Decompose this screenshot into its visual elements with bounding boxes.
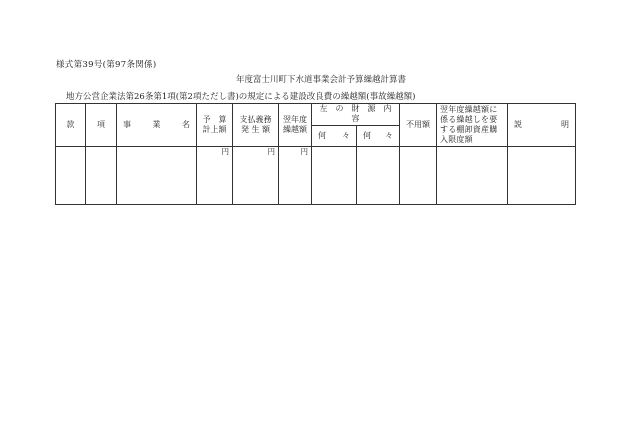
input-tanaoroshi[interactable] [437, 156, 508, 204]
header-setsumei [508, 104, 576, 147]
header-jigyo-mei [117, 104, 197, 147]
input-jigyo-mei[interactable] [117, 156, 197, 204]
header-zaigen-naiyo: 左 の 財 源 内 容 [312, 104, 400, 126]
header-zaigen-sub-1-char-2: 々 [342, 130, 350, 140]
cell-tanaoroshi [437, 146, 508, 156]
carryover-table [55, 103, 576, 205]
header-fuyougaku: 不用額 [400, 104, 437, 147]
header-zaigen-sub-1 [312, 125, 357, 146]
unit-yokunen: 円 [279, 146, 312, 156]
header-shiharai-line-2: 発 生 額 [240, 124, 271, 134]
form-number: 様式第39号(第97条関係) [56, 60, 157, 70]
header-yosan-keijogaku [197, 104, 233, 147]
header-zaigen-sub-2-char-2: 々 [385, 130, 393, 140]
input-setsumei[interactable] [508, 156, 576, 204]
header-jigyo-char-1: 事 [123, 119, 131, 129]
header-jigyo-char-2: 業 [152, 119, 161, 129]
document-title [0, 73, 630, 85]
header-tanaoroshi-gendogaku [437, 104, 508, 147]
header-yokunen-line-2: 繰越額 [283, 124, 307, 134]
cell-kan [56, 146, 86, 156]
input-zaigen-2[interactable] [357, 156, 400, 204]
header-kan: 款 [56, 104, 86, 147]
unit-shiharai: 円 [233, 146, 279, 156]
input-yosan[interactable] [197, 156, 233, 204]
header-zaigen-sub-2-char-1: 何 [363, 130, 371, 140]
header-setsumei-char-1: 説 [514, 119, 522, 129]
input-yokunen[interactable] [279, 156, 312, 204]
input-zaigen-1[interactable] [312, 156, 357, 204]
cell-zaigen-2 [357, 146, 400, 156]
header-row-1 [56, 104, 576, 126]
header-setsumei-char-2: 明 [561, 119, 569, 129]
header-yokunen-line-1: 翌年度 [283, 114, 307, 124]
header-kou: 項 [86, 104, 117, 147]
unit-row [56, 146, 576, 156]
cell-zaigen-1 [312, 146, 357, 156]
input-shiharai[interactable] [233, 156, 279, 204]
input-kou[interactable] [86, 156, 117, 204]
document-title-text: 年度富士川町下水道事業会計予算繰越計算書 [235, 75, 406, 85]
header-zaigen-sub-1-char-1: 何 [318, 130, 326, 140]
cell-fuyou [400, 146, 437, 156]
header-tanaoroshi-line-3: する棚卸資産購 [440, 124, 498, 134]
header-yosan-line-1: 予 算 [202, 114, 227, 124]
header-yosan-line-2: 計上額 [202, 124, 227, 134]
document-subtitle: 地方公営企業法第26条第1項(第2項ただし書)の規定による建設改良費の繰越額(事故繰越額) [66, 92, 416, 102]
header-jigyo-char-3: 名 [182, 119, 190, 129]
cell-kou [86, 146, 117, 156]
header-tanaoroshi-line-4: 入限度額 [440, 134, 473, 144]
body-row [56, 156, 576, 204]
input-fuyou[interactable] [400, 156, 437, 204]
input-kan[interactable] [56, 156, 86, 204]
header-shiharai-line-1: 支払義務 [239, 114, 272, 124]
header-tanaoroshi-line-1: 翌年度繰越額に [440, 104, 498, 114]
header-zaigen-sub-2 [357, 125, 400, 146]
cell-setsumei [508, 146, 576, 156]
header-tanaoroshi-line-2: 係る繰越しを要 [440, 114, 498, 124]
cell-jigyo-mei [117, 146, 197, 156]
unit-yosan: 円 [197, 146, 233, 156]
header-shiharai-gimu [233, 104, 279, 147]
header-yokunendo-kurikoshi [279, 104, 312, 147]
